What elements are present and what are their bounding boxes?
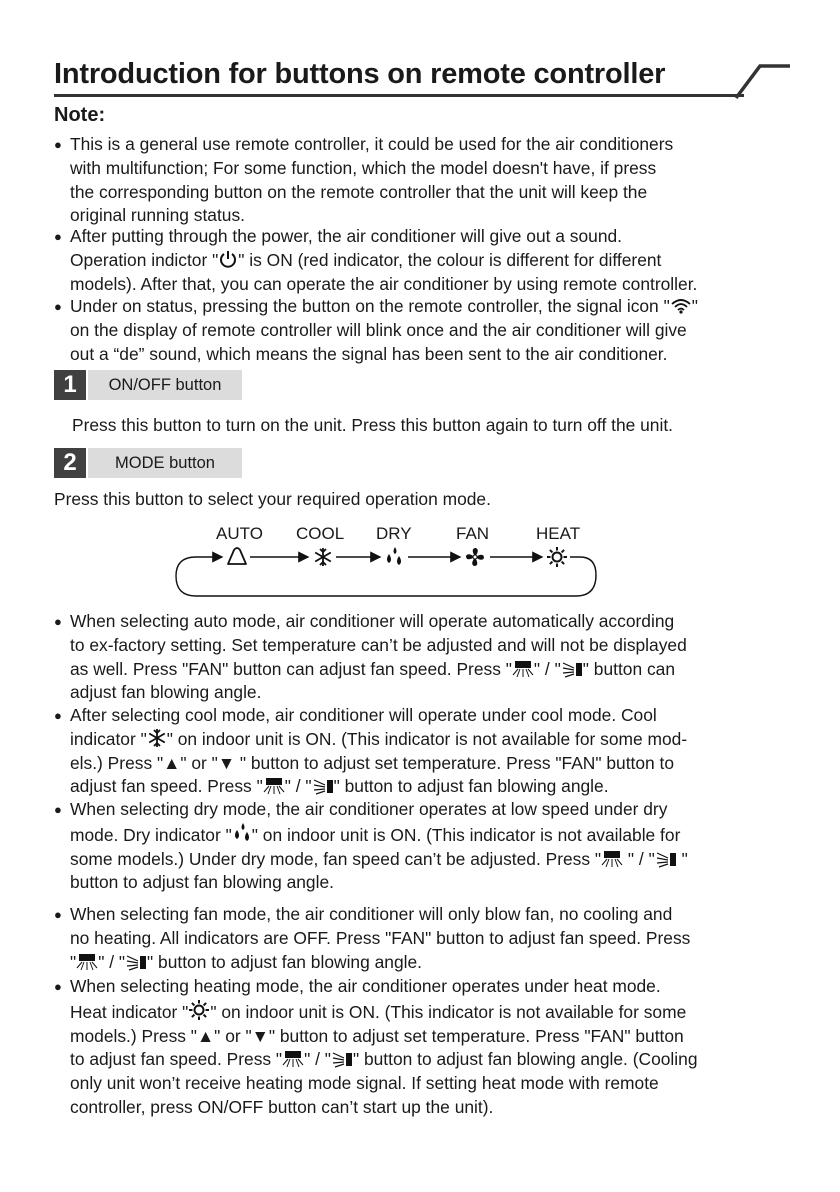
heat-line: Heat indicator " [70,1001,189,1022]
cool-line: adjust fan speed. Press " [70,776,263,797]
note-line: After putting through the power, the air conditioner will give out a sound. [70,226,623,246]
sun-icon [188,999,210,1021]
dry-line: some models.) Under dry mode, fan speed can’t be adjusted. Press " [70,848,602,869]
heat-line: models.) Press "▲" or "▼" button to adjust set temperature. Press "FAN" button [70,1025,684,1046]
fan-line: " button to adjust fan blowing angle. [147,951,422,972]
dry-line: mode. Dry indicator " [70,824,232,845]
page-title: Introduction for buttons on remote controller [54,58,666,90]
dry-line: button to adjust fan blowing angle. [70,872,334,893]
auto-line: " / " [533,658,561,679]
cool-line: " / " [284,776,312,797]
section-label: ON/OFF button [88,370,242,400]
note-line: models). After that, you can operate the air conditioner by using remote controller. [70,273,698,294]
mode-cycle-arrows [170,520,610,600]
mode-label-heat: HEAT [536,524,581,543]
note-line: with multifunction; For some function, which the model doesn't have, if press [70,157,657,178]
section-number: 1 [54,370,86,400]
mode-label-cool: COOL [296,524,345,543]
heat-line: " button to adjust fan blowing angle. (Cooling [352,1049,698,1070]
dry-mode-bullet [54,798,688,895]
signal-icon [670,297,692,315]
title-underline [54,94,744,97]
title-slash-decoration [734,60,794,100]
note-line: This is a general use remote controller, it could be used for the air conditioners [70,134,674,154]
note-line: Under on status, pressing the button on the remote controller, the signal icon " [70,296,670,316]
droplets-icon [232,822,252,844]
bullet-dot: ● [54,802,62,817]
auto-line: as well. Press "FAN" button can adjust fan speed. Press " [70,658,512,679]
horizontal-swing-icon [331,1050,353,1068]
note-bullet-3 [54,295,698,366]
mode-intro: Press this button to select your required operation mode. [54,489,491,509]
mode-label-auto: AUTO [216,524,263,543]
heat-line: " / " [304,1049,331,1070]
heat-mode-bullet [54,975,698,1120]
bullet-dot: ● [54,299,62,314]
bullet-dot: ● [54,907,62,922]
title-block [54,58,794,98]
section-label: MODE button [88,448,242,478]
horizontal-swing-icon [561,660,583,678]
horizontal-swing-icon [655,850,677,868]
cool-line: els.) Press "▲" or "▼ " button to adjust set temperature. Press "FAN" button to [70,752,675,773]
vertical-swing-icon [282,1050,304,1068]
mode-label-fan: FAN [456,524,490,543]
horizontal-swing-icon [125,953,147,971]
bullet-dot: ● [54,229,62,244]
dry-line: " / " [623,848,655,869]
fan-mode-bullet [54,903,690,974]
note-bullet-1 [54,133,673,228]
heat-line: only unit won’t receive heating mode signal. If setting heat mode with remote [70,1073,659,1094]
fan-line: " / " [98,951,126,972]
cool-line: indicator " [70,728,147,749]
power-icon [218,249,238,269]
snowflake-icon [147,728,167,748]
dry-line: " [676,848,688,869]
cool-line: " on indoor unit is ON. (This indicator is not available for some mod- [166,728,688,749]
heat-line: to adjust fan speed. Press " [70,1049,283,1070]
vertical-swing-icon [601,850,623,868]
dry-line: When selecting dry mode, the air conditioner operates at low speed under dry [70,799,668,819]
heat-line: When selecting heating mode, the air conditioner operates under heat mode. [70,976,661,996]
horizontal-swing-icon [312,777,334,795]
vertical-swing-icon [76,953,98,971]
note-bullet-2 [54,225,697,296]
cool-line: " button to adjust fan blowing angle. [333,776,609,797]
note-line: original running status. [70,205,245,226]
auto-line: " button can [582,658,675,679]
note-line: " [691,296,698,316]
fan-line: no heating. All indicators are OFF. Press "FAN" button to adjust fan speed. Press [70,927,691,948]
auto-line: adjust fan blowing angle. [70,682,262,703]
note-heading: Note: [54,104,106,126]
bullet-dot: ● [54,708,62,723]
note-line: the corresponding button on the remote controller that the unit will keep the [70,181,648,202]
onoff-description: Press this button to turn on the unit. Press this button again to turn off the unit. [72,415,673,435]
note-line: on the display of remote controller will blink once and the air conditioner will give [70,319,687,340]
bullet-dot: ● [54,979,62,994]
fan-line: " [70,951,77,972]
note-line: out a “de” sound, which means the signal has been sent to the air conditioner. [70,343,668,364]
vertical-swing-icon [512,660,534,678]
note-line: Operation indictor " [70,249,219,270]
mode-label-dry: DRY [376,524,412,543]
bullet-dot: ● [54,614,62,629]
bullet-dot: ● [54,137,62,152]
auto-line: to ex-factory setting. Set temperature can’t be adjusted and will not be displayed [70,634,687,655]
heat-line: controller, press ON/OFF button can’t start up the unit). [70,1096,494,1117]
note-line: " is ON (red indicator, the colour is different for different [238,249,662,270]
vertical-swing-icon [263,777,285,795]
heat-line: " on indoor unit is ON. (This indicator is not available for some [210,1001,687,1022]
cool-mode-bullet [54,704,687,799]
auto-mode-bullet [54,610,687,705]
mode-cycle-diagram [170,520,610,600]
fan-line: When selecting fan mode, the air conditioner will only blow fan, no cooling and [70,904,673,924]
cool-line: After selecting cool mode, air conditioner will operate under cool mode. Cool [70,705,657,725]
section-number: 2 [54,448,86,478]
dry-line: " on indoor unit is ON. (This indicator is not available for [251,824,681,845]
auto-line: When selecting auto mode, air conditioner will operate automatically according [70,611,675,631]
